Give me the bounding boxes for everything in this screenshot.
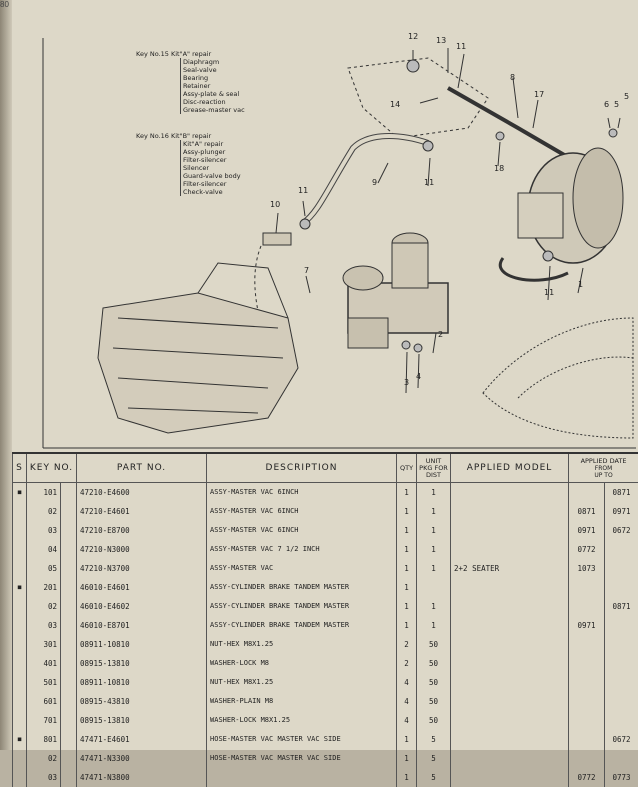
cell-part: 08915-13810 [77,654,207,673]
cell-qty: 2 [397,654,417,673]
cell-key: 601 [27,692,61,711]
callout-3: 3 [404,378,409,387]
cell-unit: 50 [417,654,451,673]
cell-unit: 1 [417,540,451,559]
kit-b-item: Assy-plunger [181,148,241,156]
cell-from: 1073 [569,559,605,578]
col-key-no: KEY NO. [27,453,77,483]
cell-from [569,730,605,749]
cell-mark [13,559,27,578]
col-part-no: PART NO. [77,453,207,483]
cell-spacer [61,768,77,787]
callout-9: 9 [372,178,377,187]
callout-18: 18 [494,164,504,173]
cell-mark [13,692,27,711]
cell-spacer [61,483,77,503]
cell-upto [605,578,638,597]
cell-spacer [61,730,77,749]
cell-upto [605,673,638,692]
page-corner-label: 80 [0,0,9,9]
cell-key: 201 [27,578,61,597]
kit-b-legend [136,132,241,196]
applied-date-upto: UP TO [571,472,636,479]
cell-key: 02 [27,749,61,768]
cell-upto [605,692,638,711]
table-row [13,730,638,749]
cell-upto: 0773 [605,768,638,787]
cell-from [569,654,605,673]
cell-from [569,673,605,692]
cell-part: 46010-E4602 [77,597,207,616]
cell-from [569,749,605,768]
cell-part: 47471-N3800 [77,768,207,787]
cell-from: 0772 [569,540,605,559]
cell-model [451,711,569,730]
cell-mark [13,654,27,673]
kit-b-item: Guard-valve body [181,172,241,180]
callout-5: 5 [614,100,619,109]
cell-key: 301 [27,635,61,654]
cell-mark [13,768,27,787]
cell-part: 47210-E4601 [77,502,207,521]
cell-mark: ■ [13,483,27,503]
kit-a-item: Diaphragm [181,58,245,66]
callout-5b: 5 [624,92,629,101]
cell-model [451,540,569,559]
cell-upto: 0871 [605,597,638,616]
cell-unit: 1 [417,483,451,503]
col-s: S [13,453,27,483]
cell-key: 02 [27,502,61,521]
cell-upto: 0871 [605,483,638,503]
table-row [13,483,638,503]
parts-table [12,452,638,787]
table-row [13,521,638,540]
callout-8: 8 [510,73,515,82]
kit-b-item: Silencer [181,164,241,172]
cell-upto [605,749,638,768]
cell-unit: 5 [417,749,451,768]
table-row [13,654,638,673]
kit-b-title: Key No.16 Kit"B" repair [136,132,241,140]
kit-a-legend [136,50,245,114]
applied-date-from: FROM [571,465,636,472]
callout-7: 7 [304,266,309,275]
cell-key: 101 [27,483,61,503]
kit-a-item: Retainer [181,82,245,90]
kit-b-item: Filter-silencer [181,180,241,188]
cell-qty: 1 [397,768,417,787]
cell-qty: 4 [397,673,417,692]
cell-model [451,502,569,521]
cell-mark: ■ [13,730,27,749]
cell-upto [605,540,638,559]
cell-key: 02 [27,597,61,616]
cell-unit: 1 [417,616,451,635]
cell-unit: 1 [417,597,451,616]
cell-from [569,711,605,730]
cell-spacer [61,521,77,540]
kit-a-item: Disc-reaction [181,98,245,106]
cell-key: 501 [27,673,61,692]
cell-key: 04 [27,540,61,559]
cell-from [569,635,605,654]
cell-part: 46010-E4601 [77,578,207,597]
callout-17: 17 [534,90,544,99]
cell-from: 0971 [569,616,605,635]
cell-model [451,578,569,597]
table-row [13,559,638,578]
book-spine [0,0,12,750]
col-applied-model: APPLIED MODEL [451,453,569,483]
cell-key: 401 [27,654,61,673]
cell-from [569,578,605,597]
cell-mark [13,635,27,654]
cell-qty: 1 [397,521,417,540]
table-row [13,673,638,692]
cell-spacer [61,673,77,692]
cell-key: 03 [27,521,61,540]
cell-qty: 1 [397,749,417,768]
cell-mark [13,540,27,559]
cell-desc: NUT-HEX M8X1.25 [207,673,397,692]
cell-qty: 1 [397,616,417,635]
callout-11e: 11 [544,288,554,297]
cell-part: 08911-10810 [77,673,207,692]
cell-part: 47210-E8700 [77,521,207,540]
col-unit-pkg: UNIT PKG FOR DIST [417,453,451,483]
callout-1: 1 [578,280,583,289]
cell-mark [13,711,27,730]
cell-mark [13,673,27,692]
cell-desc: WASHER-PLAIN M8 [207,692,397,711]
cell-key: 03 [27,768,61,787]
cell-spacer [61,578,77,597]
applied-date-label: APPLIED DATE [581,457,627,465]
cell-part: 08915-43810 [77,692,207,711]
cell-qty: 4 [397,692,417,711]
cell-desc: HOSE-MASTER VAC MASTER VAC SIDE [207,730,397,749]
cell-unit: 50 [417,692,451,711]
cell-mark: ■ [13,578,27,597]
cell-model: 2+2 SEATER [451,559,569,578]
table-row [13,692,638,711]
cell-mark [13,597,27,616]
cell-model [451,768,569,787]
cell-unit: 50 [417,673,451,692]
cell-spacer [61,749,77,768]
callout-11c: 11 [298,186,308,195]
cell-desc: WASHER-LOCK M8 [207,654,397,673]
cell-qty: 1 [397,483,417,503]
cell-mark [13,749,27,768]
kit-a-item: Seal-valve [181,66,245,74]
callout-2: 2 [438,330,443,339]
cell-unit: 50 [417,711,451,730]
cell-unit: 1 [417,559,451,578]
cell-part: 08915-13810 [77,711,207,730]
kit-a-title: Key No.15 Kit"A" repair [136,50,245,58]
cell-upto: 0672 [605,521,638,540]
cell-part: 47210-E4600 [77,483,207,503]
cell-upto: 0971 [605,502,638,521]
col-qty: QTY [397,453,417,483]
cell-qty: 1 [397,578,417,597]
cell-upto [605,654,638,673]
cell-model [451,635,569,654]
cell-unit: 5 [417,730,451,749]
table-row [13,540,638,559]
cell-model [451,692,569,711]
table-row [13,635,638,654]
callout-13: 13 [436,36,446,45]
cell-upto [605,711,638,730]
cell-from: 0772 [569,768,605,787]
cell-qty: 1 [397,540,417,559]
cell-mark [13,616,27,635]
kit-a-item: Grease-master vac [181,106,245,114]
cell-upto [605,559,638,578]
cell-part: 47471-E4601 [77,730,207,749]
cell-qty: 1 [397,502,417,521]
cell-from [569,483,605,503]
kit-b-item: Check-valve [181,188,241,196]
cell-desc: ASSY-MASTER VAC 7 1/2 INCH [207,540,397,559]
table-row [13,597,638,616]
cell-unit: 50 [417,635,451,654]
callout-10: 10 [270,200,280,209]
cell-model [451,654,569,673]
cell-key: 701 [27,711,61,730]
cell-key: 801 [27,730,61,749]
cell-spacer [61,654,77,673]
cell-desc: ASSY-MASTER VAC 6INCH [207,521,397,540]
table-row [13,749,638,768]
cell-spacer [61,616,77,635]
cell-desc: ASSY-CYLINDER BRAKE TANDEM MASTER [207,597,397,616]
cell-upto [605,635,638,654]
cell-desc: WASHER-LOCK M8X1.25 [207,711,397,730]
cell-part: 47471-N3300 [77,749,207,768]
cell-part: 46010-E8701 [77,616,207,635]
table-row [13,768,638,787]
cell-spacer [61,711,77,730]
cell-model [451,483,569,503]
cell-desc: HOSE-MASTER VAC MASTER VAC SIDE [207,749,397,768]
callout-11b: 11 [424,178,434,187]
callout-14: 14 [390,100,400,109]
cell-qty: 4 [397,711,417,730]
cell-desc: ASSY-CYLINDER BRAKE TANDEM MASTER [207,616,397,635]
table-row [13,578,638,597]
exploded-parts-diagram [18,18,638,450]
table-row [13,711,638,730]
col-description: DESCRIPTION [207,453,397,483]
cell-unit: 1 [417,502,451,521]
cell-model [451,749,569,768]
cell-unit [417,578,451,597]
cell-part: 47210-N3700 [77,559,207,578]
cell-mark [13,502,27,521]
cell-unit: 5 [417,768,451,787]
cell-unit: 1 [417,521,451,540]
cell-desc: ASSY-CYLINDER BRAKE TANDEM MASTER [207,578,397,597]
table-row [13,616,638,635]
cell-spacer [61,635,77,654]
cell-from [569,597,605,616]
callout-4: 4 [416,372,421,381]
callout-11: 11 [456,42,466,51]
callout-6: 6 [604,100,609,109]
kit-b-item: Kit"A" repair [181,140,241,148]
table-header-row [13,453,638,483]
cell-qty: 1 [397,559,417,578]
cell-upto [605,616,638,635]
cell-model [451,673,569,692]
cell-qty: 1 [397,730,417,749]
callout-12: 12 [408,32,418,41]
kit-a-item: Assy-plate & seal [181,90,245,98]
cell-desc: ASSY-MASTER VAC 6INCH [207,483,397,503]
cell-spacer [61,692,77,711]
kit-a-item: Bearing [181,74,245,82]
cell-upto: 0672 [605,730,638,749]
kit-b-item: Filter-silencer [181,156,241,164]
cell-desc: ASSY-MASTER VAC [207,559,397,578]
cell-model [451,616,569,635]
cell-part: 08911-10810 [77,635,207,654]
cell-key: 03 [27,616,61,635]
cell-from [569,692,605,711]
table-row [13,502,638,521]
cell-model [451,730,569,749]
cell-model [451,597,569,616]
cell-spacer [61,540,77,559]
cell-model [451,521,569,540]
cell-spacer [61,597,77,616]
cell-spacer [61,502,77,521]
cell-desc [207,768,397,787]
cell-from: 0871 [569,502,605,521]
cell-part: 47210-N3000 [77,540,207,559]
cell-desc: NUT-HEX M8X1.25 [207,635,397,654]
cell-spacer [61,559,77,578]
cell-qty: 2 [397,635,417,654]
cell-from: 0971 [569,521,605,540]
cell-mark [13,521,27,540]
col-applied-date [569,453,638,483]
cell-qty: 1 [397,597,417,616]
parts-table-container [12,452,638,750]
cell-desc: ASSY-MASTER VAC 6INCH [207,502,397,521]
parts-drawing [18,18,638,450]
cell-key: 05 [27,559,61,578]
